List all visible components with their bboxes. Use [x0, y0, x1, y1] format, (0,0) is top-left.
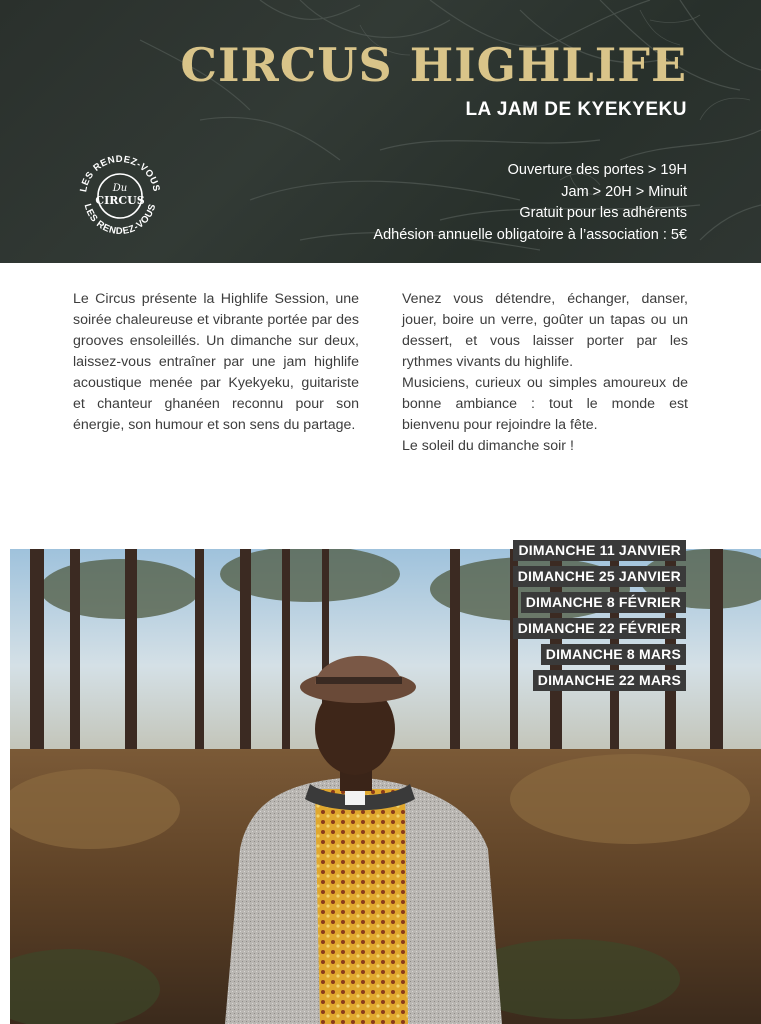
logo-center-main: CIRCUS [95, 194, 145, 207]
svg-text:LES RENDEZ-VOUS [82, 203, 159, 238]
description-right-column [402, 289, 688, 457]
date-badge: DIMANCHE 8 MARS [541, 644, 686, 665]
logo-center-top: Du [112, 183, 128, 194]
date-badge: DIMANCHE 22 MARS [533, 670, 686, 691]
header-banner [0, 0, 761, 263]
description-paragraph: Musiciens, curieux ou simples amoureux de bonne ambiance : tout le monde est bienvenu pour rejoindre la fête. [402, 375, 688, 433]
event-subtitle: LA JAM DE KYEKYEKU [465, 99, 687, 120]
description-paragraph: Le Circus présente la Highlife Session, une soirée chaleureuse et vibrante portée par des grooves ensoleillés. Un dimanche sur deux, laissez-vous entraîner par une jam highlife acoustique menée par Kyekyeku, guitariste et chanteur ghanéen reconnu pour son énergie, son humour et son sens du partage. [73, 291, 359, 433]
info-line-opening: Ouverture des portes > 19H [507, 162, 687, 178]
dates-list [513, 540, 686, 691]
info-line-membership: Adhésion annuelle obligatoire à l’association : 5€ [373, 226, 687, 243]
event-info [373, 160, 687, 246]
logo-text-bottom: LES RENDEZ-VOUS [81, 202, 159, 238]
logo-text-top: LES RENDEZ-VOUS [78, 153, 162, 193]
date-badge: DIMANCHE 25 JANVIER [513, 566, 686, 587]
date-badge: DIMANCHE 11 JANVIER [513, 540, 686, 561]
description-paragraph: Le soleil du dimanche soir ! [402, 438, 574, 454]
date-badge: DIMANCHE 8 FÉVRIER [521, 592, 686, 613]
event-title: CIRCUS HIGHLIFE [180, 38, 687, 92]
info-line-free: Gratuit pour les adhérents [519, 205, 687, 221]
info-line-jam: Jam > 20H > Minuit [561, 183, 687, 200]
description-left-column [73, 289, 359, 436]
description-paragraph: Venez vous détendre, échanger, danser, jouer, boire un verre, goûter un tapas ou un dessert, et vous laisser porter par les rythmes vivants du highlife. [402, 291, 688, 370]
date-badge: DIMANCHE 22 FÉVRIER [513, 618, 686, 639]
rendez-vous-logo [72, 148, 168, 244]
